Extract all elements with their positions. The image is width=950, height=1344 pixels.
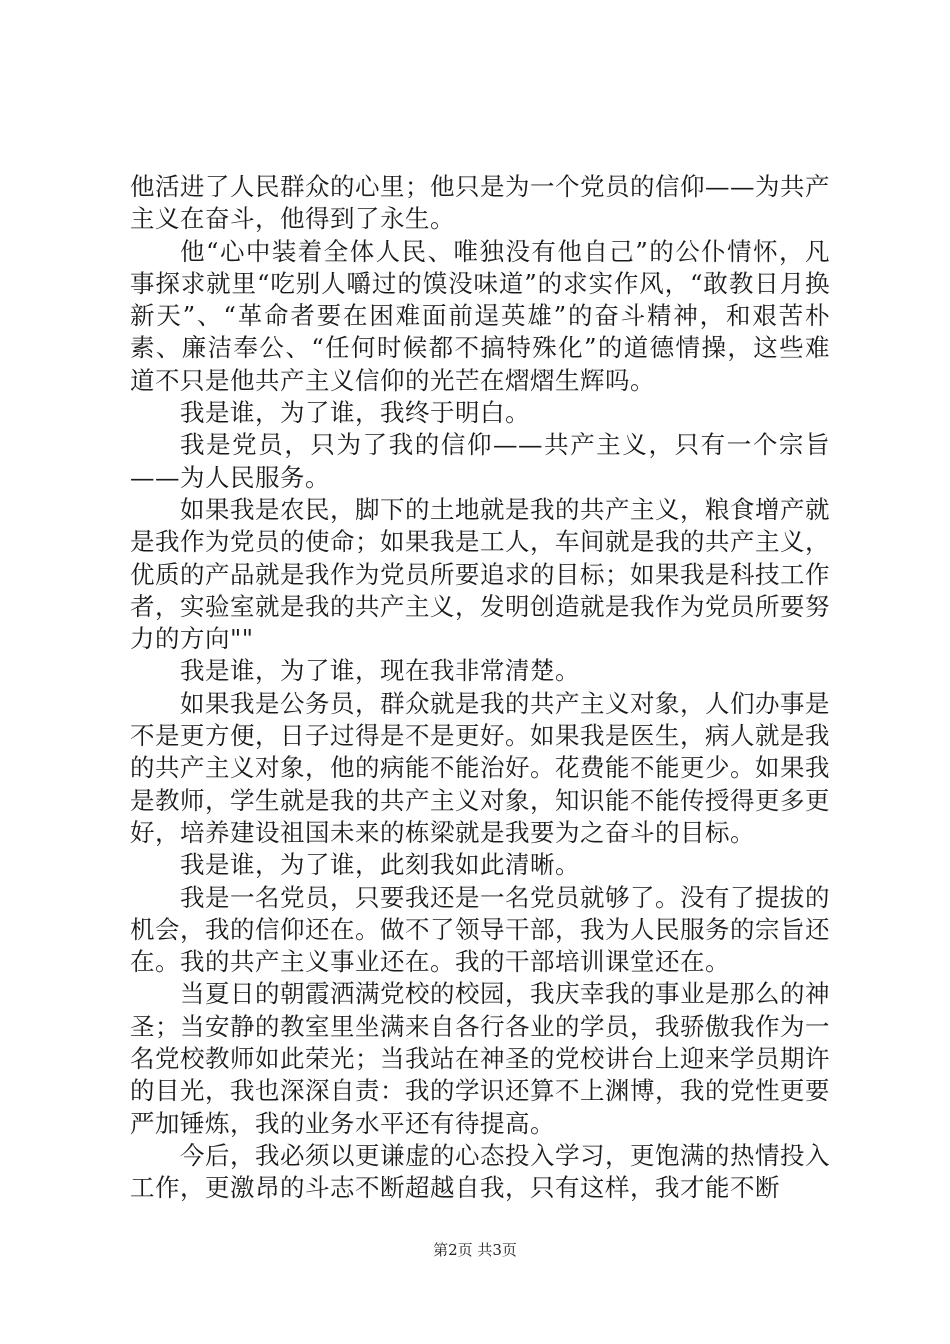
paragraph: 我是谁，为了谁，我终于明白。 <box>180 398 530 428</box>
paragraph: 当夏日的朝霞洒满党校的校园，我庆幸我的事业是那么的神圣；当安静的教室里坐满来自各行各业的学员，我骄傲我作为一名党校教师如此荣光；当我站在神圣的党校讲台上迎来学员期许的目光，我也深深自责：我的学识还算不上渊博，我的党性更要严加锤炼，我的业务水平还有待提高。 <box>130 979 830 1138</box>
paragraph: 今后，我必须以更谦虚的心态投入学习，更饱满的热情投入工作，更激昂的斗志不断超越自我，只有这样，我才能不断 <box>130 1140 830 1203</box>
paragraph: 我是谁，为了谁，此刻我如此清晰。 <box>180 850 580 880</box>
paragraph: 我是党员，只为了我的信仰——共产主义，只有一个宗旨——为人民服务。 <box>130 430 830 492</box>
page-footer: 第2页 共3页 <box>433 1241 517 1259</box>
paragraph: 如果我是公务员，群众就是我的共产主义对象，人们办事是不是更方便，日子过得是不是更好。如果我是医生，病人就是我的共产主义对象，他的病能不能治好。花费能不能更少。如果我是教师，学生就是我的共产主义对象，知识能不能传授得更多更好，培养建设祖国未来的栋梁就是我要为之奋斗的目标。 <box>130 688 830 847</box>
paragraph: 我是一名党员，只要我还是一名党员就够了。没有了提拔的机会，我的信仰还在。做不了领导干部，我为人民服务的宗旨还在。我的共产主义事业还在。我的干部培训课堂还在。 <box>130 882 830 977</box>
paragraph: 如果我是农民，脚下的土地就是我的共产主义，粮食增产就是我作为党员的使命；如果我是工人，车间就是我的共产主义，优质的产品就是我作为党员所要追求的目标；如果我是科技工作者，实验室就是我的共产主义，发明创造就是我作为党员所要努力的方向"" <box>130 494 830 654</box>
document-body <box>130 171 830 1205</box>
paragraph: 他“心中装着全体人民、唯独没有他自己”的公仆情怀，凡事探求就里“吃别人嚼过的馍没味道”的求实作风，“敢教日月换新天”、“革命者要在困难面前逞英雄”的奋斗精神，和艰苦朴素、廉洁奉公、“任何时候都不搞特殊化”的道德情操，这些难道不只是他共产主义信仰的光芒在熠熠生辉吗。 <box>130 236 830 395</box>
paragraph: 他活进了人民群众的心里；他只是为一个党员的信仰——为共产主义在奋斗，他得到了永生。 <box>130 172 830 234</box>
paragraph: 我是谁，为了谁，现在我非常清楚。 <box>180 656 580 686</box>
